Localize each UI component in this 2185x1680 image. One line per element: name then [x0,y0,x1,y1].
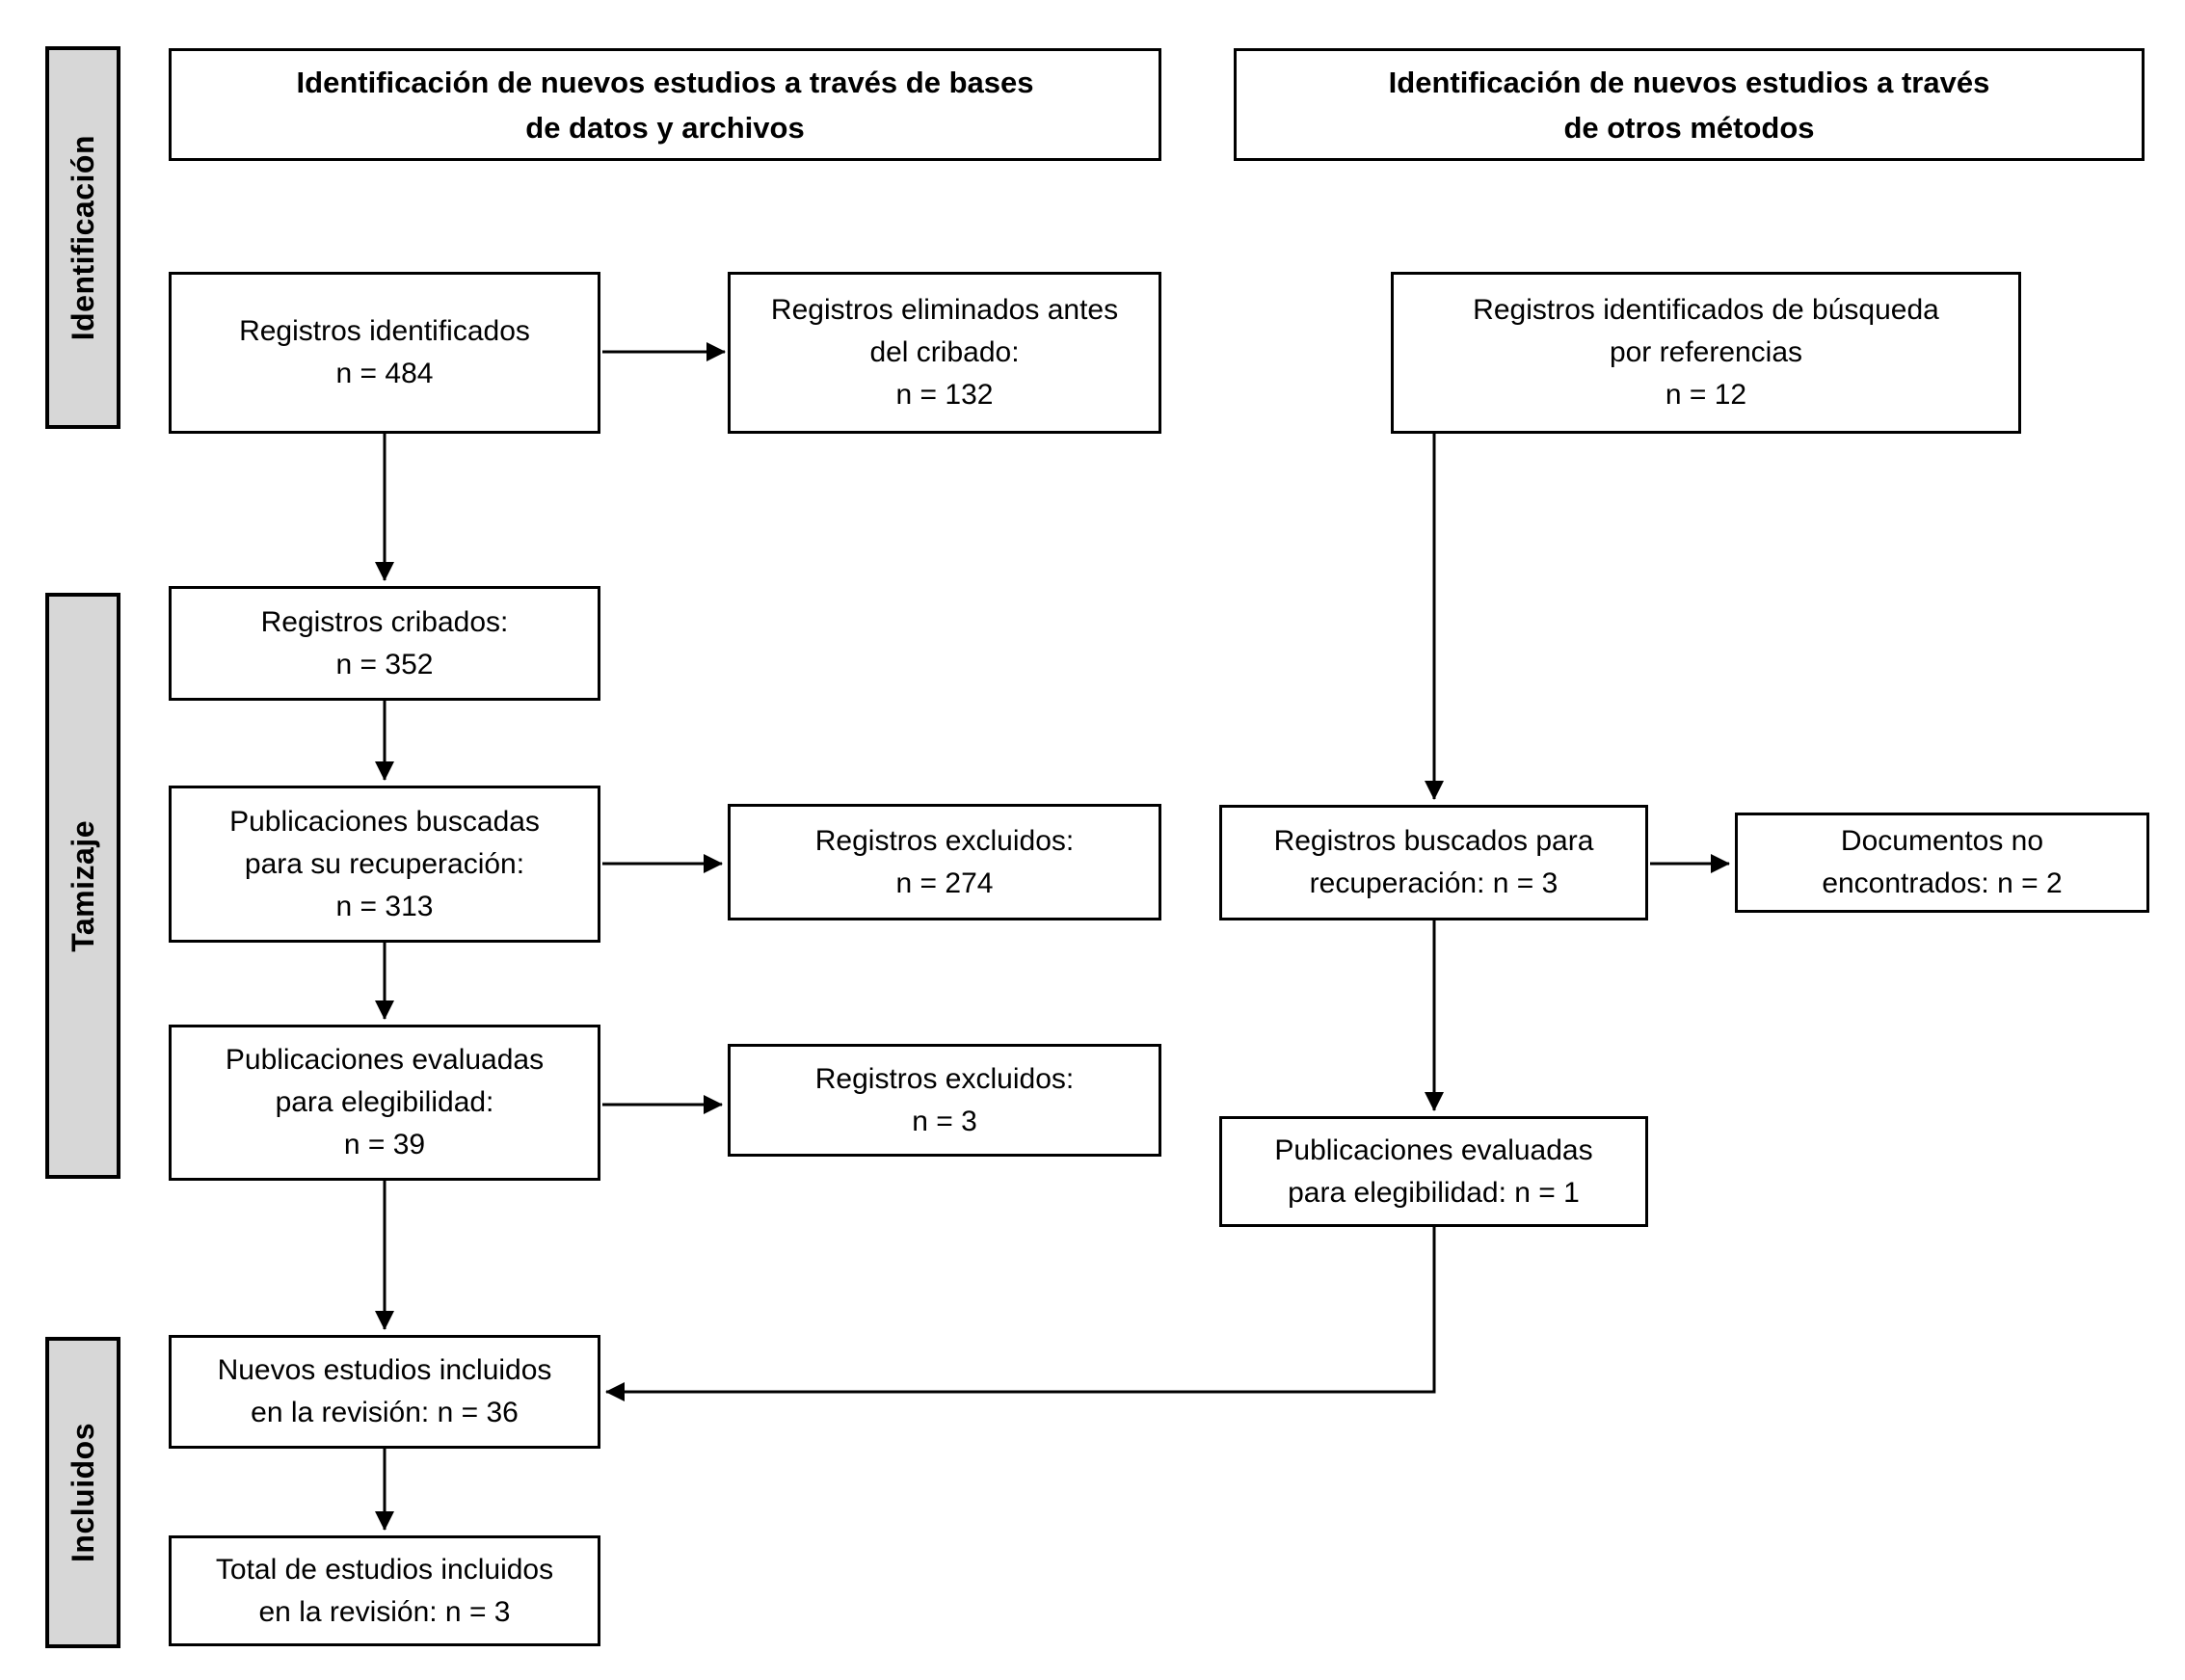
box-records-identified [169,272,600,434]
text-line: n = 12 [1665,379,1747,411]
text-line: Publicaciones evaluadas [225,1044,545,1076]
text-line: Publicaciones evaluadas [1274,1133,1593,1166]
box-citation-publications-assessed [1219,1116,1648,1227]
box-documents-not-found [1735,813,2149,913]
text-line: para su recuperación: [244,847,525,880]
header-databases-text [297,60,1034,150]
text-line: para elegibilidad: [275,1086,494,1118]
text-line: Total de estudios incluidos [215,1553,554,1586]
text-line: n = 352 [335,648,434,680]
box-records-removed-text [771,289,1118,416]
text-line: n = 39 [343,1129,426,1160]
header-other-methods-text [1389,60,1990,150]
box-records-excluded-eligibility [728,1044,1161,1157]
text-line: n = 274 [895,867,994,899]
text-line: Identificación de nuevos estudios a través de bases [296,65,1034,99]
box-total-studies-included [169,1535,600,1646]
box-publications-sought [169,786,600,943]
box-publications-assessed [169,1025,600,1181]
text-line: n = 3 [912,1105,977,1137]
box-new-studies-included [169,1335,600,1449]
box-records-excluded-text [815,820,1074,905]
text-line: Publicaciones buscadas [229,805,540,838]
text-line: por referencias [1609,336,1803,368]
text-line: en la revisión: n = 3 [258,1595,511,1628]
stage-identification-label: Identificación [65,134,100,341]
box-total-studies-included-text [216,1549,553,1634]
stage-screening [45,593,120,1179]
header-databases [169,48,1161,161]
box-new-studies-included-text [218,1349,552,1434]
box-citation-records-sought [1219,805,1648,920]
text-line: Registros excluidos: [814,824,1075,857]
text-line: recuperación: n = 3 [1309,867,1559,899]
header-other-methods [1234,48,2145,161]
stage-identification [45,46,120,429]
box-records-removed-before-screening [728,272,1161,434]
text-line: Documentos no [1840,825,2044,857]
box-records-screened [169,586,600,701]
stage-screening-label: Tamizaje [65,819,100,952]
box-citation-records-identified [1391,272,2021,434]
text-line: para elegibilidad: n = 1 [1288,1176,1580,1209]
stage-included [45,1337,120,1648]
box-records-screened-text [261,601,509,686]
box-citation-records-sought-text [1274,820,1594,905]
text-line: Nuevos estudios incluidos [217,1354,552,1386]
text-line: del cribado: [869,336,1020,368]
text-line: n = 313 [335,890,434,922]
box-records-excluded [728,804,1161,920]
text-line: Registros buscados para [1273,825,1594,857]
text-line: Registros excluidos: [814,1062,1075,1095]
text-line: Registros eliminados antes [770,294,1119,326]
box-citation-records-identified-text [1473,289,1939,416]
box-citation-publications-assessed-text [1274,1130,1592,1214]
text-line: de otros métodos [1563,110,1815,145]
box-records-excluded-eligibility-text [815,1058,1074,1143]
text-line: n = 132 [895,379,994,411]
text-line: encontrados: n = 2 [1822,867,2063,899]
text-line: Registros identificados [239,315,530,347]
box-records-identified-text [239,310,530,395]
stage-included-label: Incluidos [65,1423,100,1562]
box-publications-assessed-text [226,1039,544,1166]
text-line: de datos y archivos [525,110,805,145]
text-line: Registros cribados: [260,605,509,638]
box-publications-sought-text [229,801,540,928]
text-line: n = 484 [335,358,434,389]
text-line: en la revisión: n = 36 [251,1397,519,1428]
text-line: Registros identificados de búsqueda [1473,294,1939,326]
box-documents-not-found-text [1822,820,2062,905]
text-line: Identificación de nuevos estudios a través [1388,65,1990,99]
arrow-citation-assessed-to-included [606,1227,1434,1392]
